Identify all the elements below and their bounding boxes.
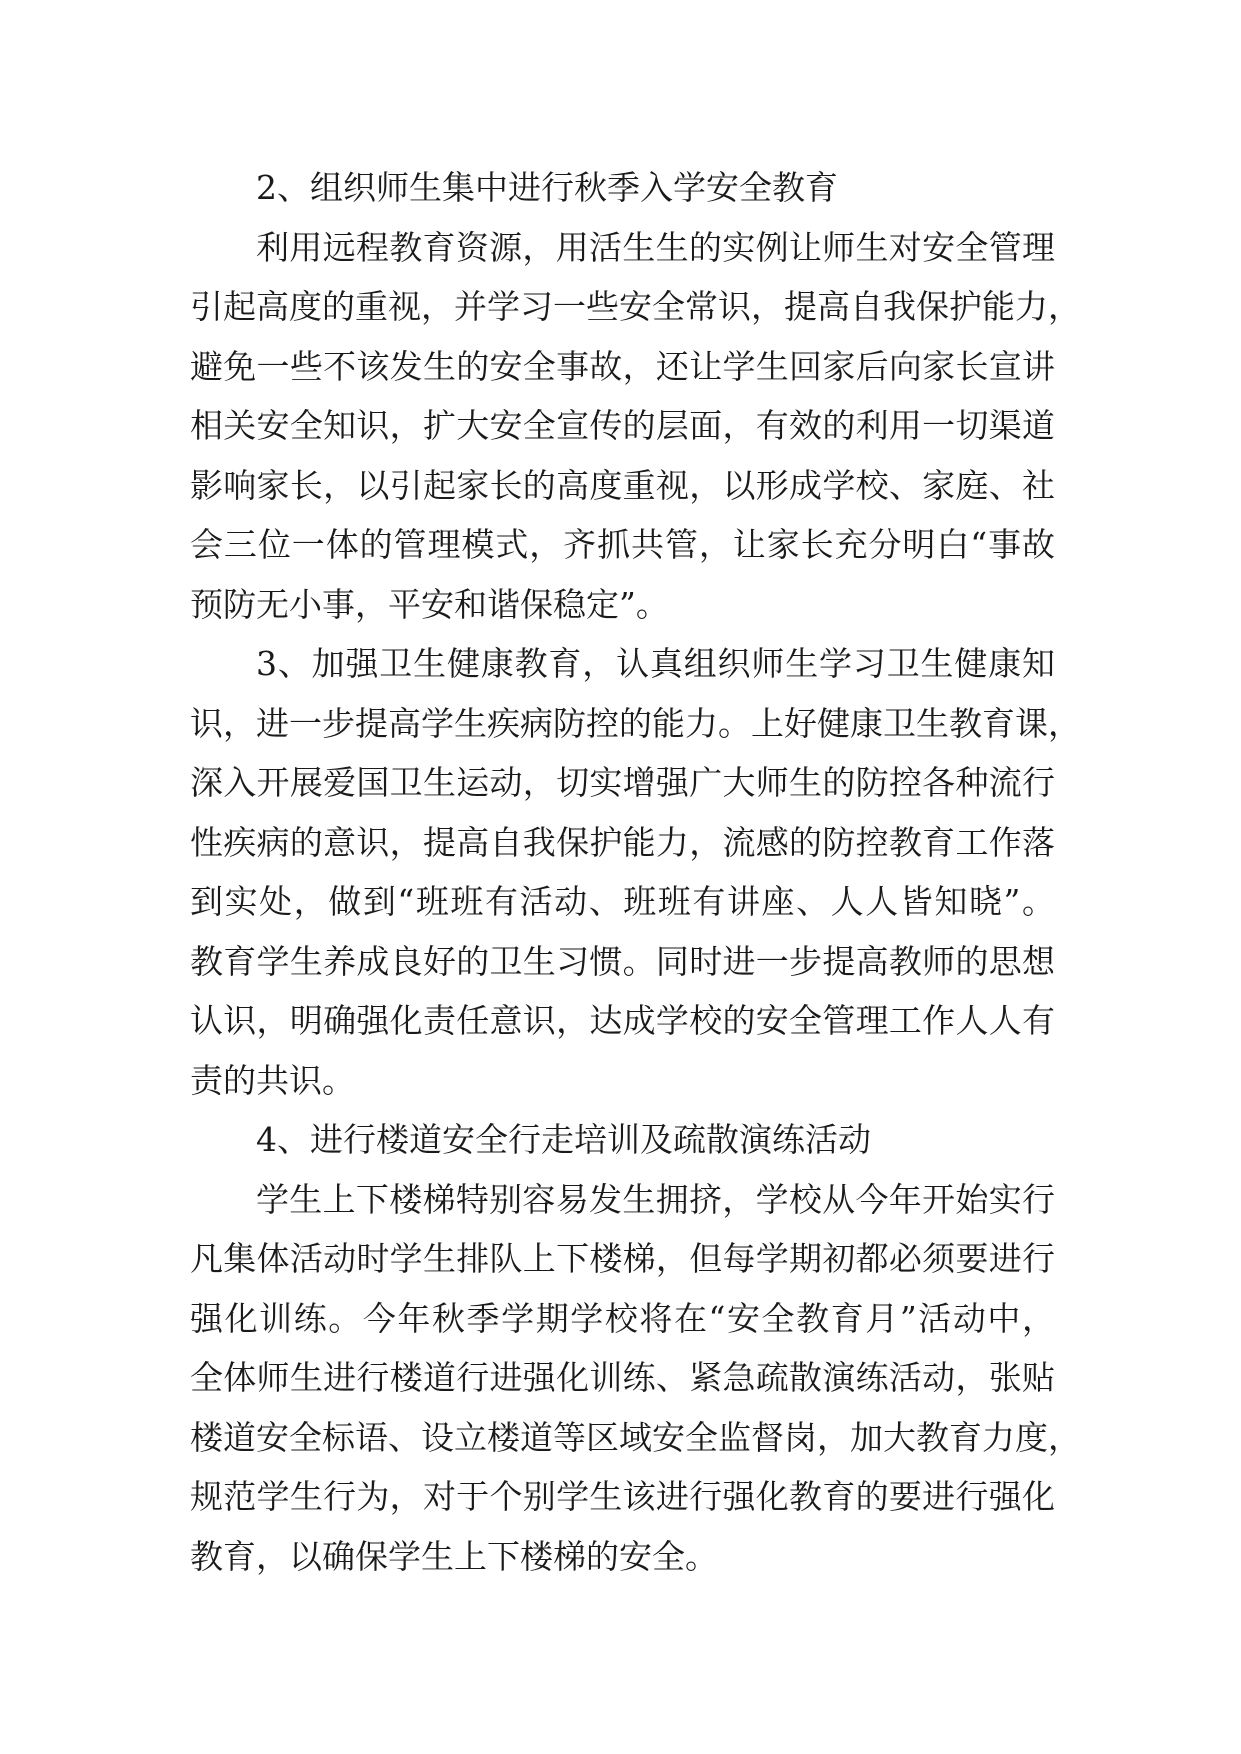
text-line: 预防无小事，平安和谐保稳定”。 [190,584,669,624]
text-line: 楼道安全标语、设立楼道等区域安全监督岗，加大教育力度， [190,1417,1081,1457]
section-heading-2 [190,158,1055,218]
paragraph-health-education [190,634,1081,1110]
text-line: 引起高度的重视，并学习一些安全常识，提高自我保护能力， [190,287,1081,326]
text-line: 性疾病的意识，提高自我保护能力，流感的防控教育工作落 [190,822,1055,862]
document-body [190,158,1081,1586]
text-line: 教育学生养成良好的卫生习惯。同时进一步提高教师的思想 [190,941,1055,981]
text-line: 认识，明确强化责任意识，达成学校的安全管理工作人人有 [190,1001,1055,1040]
text-line: 相关安全知识，扩大安全宣传的层面，有效的利用一切渠道 [190,406,1055,445]
section-heading-4 [190,1110,1055,1170]
text-line: 全体师生进行楼道行进强化训练、紧急疏散演练活动，张贴 [190,1358,1055,1397]
text-line: 避免一些不该发生的安全事故，还让学生回家后向家长宣讲 [190,346,1055,386]
text-line: 3、加强卫生健康教育，认真组织师生学习卫生健康知 [256,644,1055,683]
text-line: 会三位一体的管理模式，齐抓共管，让家长充分明白“事故 [190,525,1055,564]
text-line: 责的共识。 [190,1060,355,1100]
text-line: 2、组织师生集中进行秋季入学安全教育 [256,168,838,207]
text-line: 教育，以确保学生上下楼梯的安全。 [190,1536,718,1576]
text-line: 利用远程教育资源，用活生生的实例让师生对安全管理 [256,227,1055,267]
text-line: 学生上下楼梯特别容易发生拥挤，学校从今年开始实行 [256,1179,1055,1219]
text-line: 影响家长，以引起家长的高度重视，以形成学校、家庭、社 [190,465,1055,505]
text-line: 识，进一步提高学生疾病防控的能力。上好健康卫生教育课， [190,703,1081,743]
paragraph-stairway-safety [190,1170,1081,1587]
text-line: 规范学生行为，对于个别学生该进行强化教育的要进行强化 [190,1477,1055,1516]
text-line: 强化训练。今年秋季学期学校将在“安全教育月”活动中， [190,1298,1055,1338]
text-line: 到实处，做到“班班有活动、班班有讲座、人人皆知晓”。 [190,882,1055,921]
paragraph-remote-education [190,218,1081,635]
text-line: 深入开展爱国卫生运动，切实增强广大师生的防控各种流行 [190,763,1055,802]
text-line: 凡集体活动时学生排队上下楼梯，但每学期初都必须要进行 [190,1239,1055,1278]
text-line: 4、进行楼道安全行走培训及疏散演练活动 [256,1120,871,1159]
